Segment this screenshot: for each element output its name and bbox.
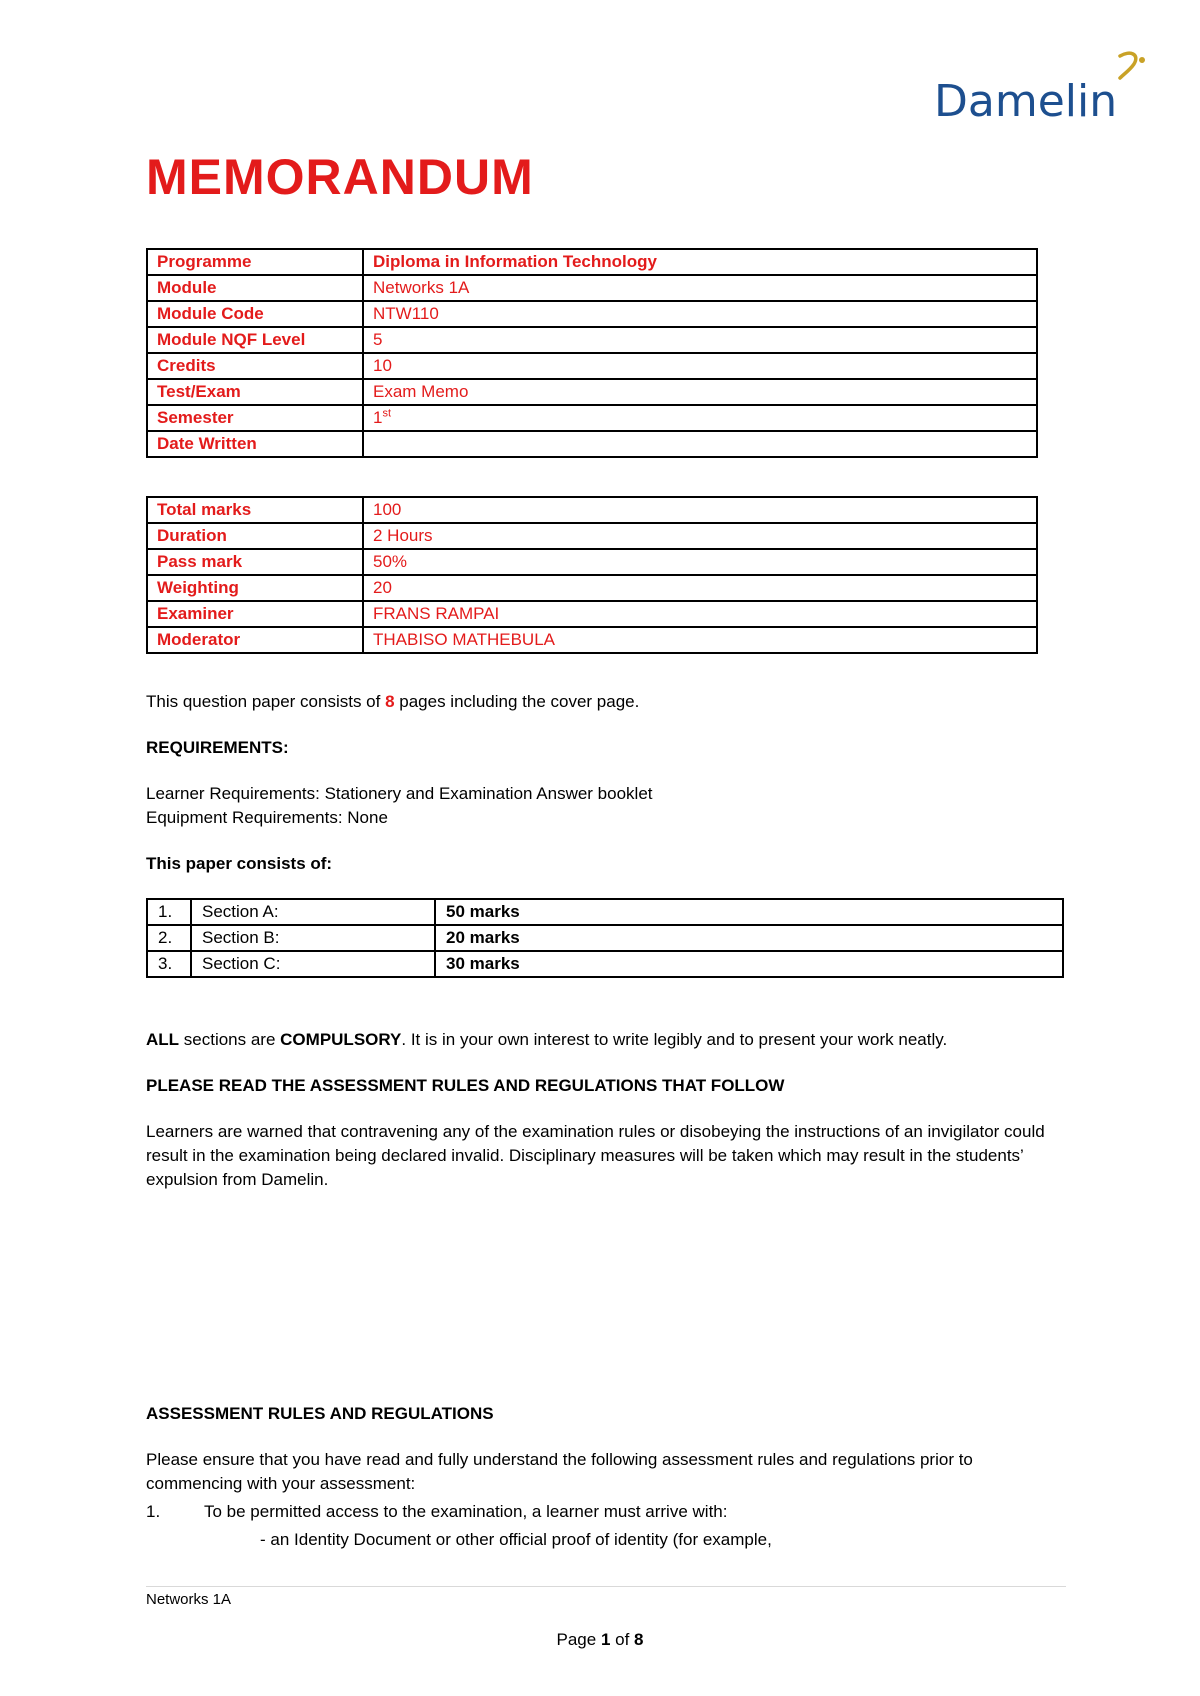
row-value: 100 [363, 497, 1037, 523]
page-count: 8 [385, 692, 395, 711]
table-row [147, 431, 1037, 457]
row-value: 5 [363, 327, 1037, 353]
row-label: Module [147, 275, 363, 301]
row-label: Total marks [147, 497, 363, 523]
section-name: Section C: [191, 951, 435, 977]
consists-heading: This paper consists of: [146, 854, 333, 873]
table-row [147, 627, 1037, 653]
row-label: Date Written [147, 431, 363, 457]
semester-suffix: st [382, 407, 392, 420]
table-row [147, 925, 1063, 951]
section-number: 1. [147, 899, 191, 925]
footer-divider [146, 1586, 1066, 1587]
logo-wordmark: Damelin [934, 76, 1118, 127]
table-row [147, 951, 1063, 977]
pages-note-before: This question paper consists of [146, 692, 386, 711]
compulsory-note [146, 1028, 1076, 1052]
read-rules-heading: PLEASE READ THE ASSESSMENT RULES AND REGULATIONS THAT FOLLOW [146, 1076, 785, 1095]
rules-item-number: 1. [146, 1502, 161, 1521]
table-row [147, 405, 1037, 431]
table-row [147, 249, 1037, 275]
damelin-logo [934, 50, 1170, 130]
semester-value: 1 [373, 408, 383, 427]
table-row [147, 301, 1037, 327]
marks-info-table [146, 496, 1038, 654]
table-row [147, 379, 1037, 405]
section-marks: 50 marks [435, 899, 1063, 925]
section-name: Section B: [191, 925, 435, 951]
row-value: Networks 1A [363, 275, 1037, 301]
row-label: Module Code [147, 301, 363, 327]
section-marks: 20 marks [435, 925, 1063, 951]
equipment-requirements: Equipment Requirements: None [146, 808, 388, 827]
compulsory-all: ALL [146, 1030, 180, 1049]
row-value: 50% [363, 549, 1037, 575]
table-row [147, 497, 1037, 523]
row-value [363, 405, 1037, 431]
compulsory-mid: sections are [179, 1030, 281, 1049]
table-row [147, 899, 1063, 925]
total-pages: 8 [634, 1630, 644, 1649]
pages-note-after: pages including the cover page. [394, 692, 640, 711]
row-value: Diploma in Information Technology [363, 249, 1037, 275]
row-label: Credits [147, 353, 363, 379]
rules-item-sub: - an Identity Document or other official proof of identity (for example, [260, 1530, 772, 1549]
table-row [147, 601, 1037, 627]
section-marks: 30 marks [435, 951, 1063, 977]
row-label: Test/Exam [147, 379, 363, 405]
of-word: of [610, 1630, 635, 1649]
table-row [147, 523, 1037, 549]
row-value: FRANS RAMPAI [363, 601, 1037, 627]
row-label: Pass mark [147, 549, 363, 575]
row-label: Weighting [147, 575, 363, 601]
row-value [363, 431, 1037, 457]
requirements-heading: REQUIREMENTS: [146, 738, 289, 757]
row-label: Examiner [147, 601, 363, 627]
learner-requirements: Learner Requirements: Stationery and Examination Answer booklet [146, 784, 653, 803]
course-info-table [146, 248, 1038, 458]
current-page: 1 [600, 1630, 611, 1649]
row-value: 10 [363, 353, 1037, 379]
section-number: 3. [147, 951, 191, 977]
table-row [147, 327, 1037, 353]
table-row [147, 275, 1037, 301]
table-row [147, 575, 1037, 601]
rules-item-text: To be permitted access to the examination, a learner must arrive with: [204, 1502, 728, 1521]
page-title: MEMORANDUM [146, 149, 534, 205]
pages-note [146, 690, 1076, 714]
row-value: THABISO MATHEBULA [363, 627, 1037, 653]
row-label: Programme [147, 249, 363, 275]
footer-module: Networks 1A [146, 1591, 232, 1608]
sections-table [146, 898, 1064, 978]
rules-intro: Please ensure that you have read and fully understand the following assessment rules and regulations prior to commencing with your assessment: [146, 1450, 973, 1493]
rules-heading: ASSESSMENT RULES AND REGULATIONS [146, 1404, 494, 1423]
section-name: Section A: [191, 899, 435, 925]
row-value: NTW110 [363, 301, 1037, 327]
compulsory-rest: . It is in your own interest to write legibly and to present your work neatly. [401, 1030, 948, 1049]
section-number: 2. [147, 925, 191, 951]
page-number [0, 1630, 1200, 1650]
table-row [147, 549, 1037, 575]
warning-paragraph: Learners are warned that contravening any of the examination rules or disobeying the instructions of an invigilator could result in the examination being declared invalid. Disciplinary measures will be taken which may result in the students’ expulsion from Damelin. [146, 1122, 1045, 1189]
row-value: 2 Hours [363, 523, 1037, 549]
row-value: Exam Memo [363, 379, 1037, 405]
row-label: Semester [147, 405, 363, 431]
compulsory-word: COMPULSORY [280, 1030, 402, 1049]
row-label: Duration [147, 523, 363, 549]
row-label: Moderator [147, 627, 363, 653]
table-row [147, 353, 1037, 379]
page-word: Page [556, 1630, 601, 1649]
row-value: 20 [363, 575, 1037, 601]
row-label: Module NQF Level [147, 327, 363, 353]
